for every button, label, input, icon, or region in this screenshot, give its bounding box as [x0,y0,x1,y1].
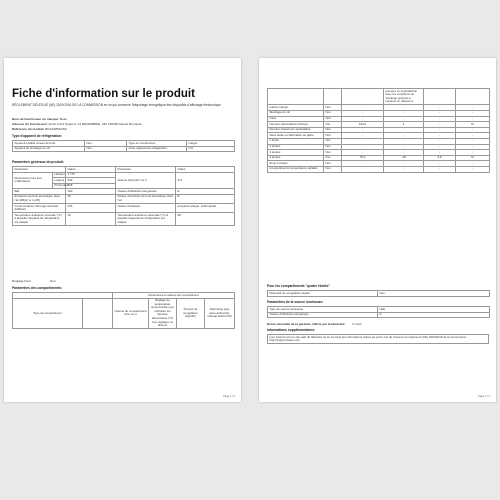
table-cell: Hauteur [54,172,65,177]
table-cell: Non [324,144,342,150]
table-cell: - [424,116,456,122]
table-cell: Classe d'émission de bruit acoustique dans l'air [116,194,176,203]
table-cell: - [424,122,456,128]
table-cell: Oui [324,122,342,128]
compartment-name: Sans étoile ou fabrication de glace [268,133,324,139]
table-cell: - [424,166,456,172]
table-header-row [13,298,235,329]
table-cell: Classe d'efficacité énergétique [268,312,378,318]
table-cell: 4 [384,122,424,128]
table-cell: - [342,138,384,144]
warranty-label: Durée minimale de la garantie offerte par le fabricant: [267,322,346,326]
warranty-value: 0 mois [352,322,362,326]
table-cell: M [456,122,490,128]
table-cell: B [176,194,235,203]
table-row [268,312,490,318]
table-cell: - [342,110,384,116]
table-cell: - [456,166,490,172]
table-cell: - [456,116,490,122]
extra-info-table [267,334,489,344]
light-section-title: Paramètres de la source lumineuse: [267,300,324,304]
warranty-line [267,322,361,326]
four-star-section-title: Pour les compartiments "quatre étoiles" [267,284,331,288]
table-cell: Non [324,133,342,139]
supplier-value: Beko [59,117,68,121]
table-row [268,166,490,172]
header-cell: Réglage de température recommandé pour optimiser les denrées alimentaires (°C) Ces réglages ne doivent [149,298,177,329]
compartment-name: Compartiment à température variable [268,166,324,172]
table-cell: Non [324,110,342,116]
compartment-name: Garde-manger [268,105,324,111]
table-cell: IEE [13,189,66,195]
address-line [12,122,141,126]
table-cell: Profondeur [54,183,69,188]
table-cell: Dispositif de congélation rapide [268,291,378,297]
table-cell: Appareil à faible niveau de bruit: [13,141,85,147]
document-page-2 [259,58,496,402]
table-cell: - [424,161,456,167]
compartment-name: Denrées hautement périssables [268,127,324,133]
table-cell: - [342,105,384,111]
table-cell: Non [324,105,342,111]
table-cell: Type de source lumineuse [268,307,378,313]
table-cell: - [342,133,384,139]
table-cell: - [456,105,490,111]
header-cell: Pouvoir de congélation (kg/24h) [177,298,205,329]
compartment-name: 4 étoiles [268,155,324,161]
supplier-line [12,117,67,121]
compartment-name: 1 étoile [268,138,324,144]
header-cell: Paramètre [116,167,176,173]
table-cell: Non [324,161,342,167]
regulation-intro: RÈGLEMENT DÉLÉGUÉ (UE) 2019/2016 DE LA COMMISSION en ce qui concerne l'étiquetage énergétique des dispositifs d'affichage électronique [12,103,221,107]
table-cell: - [424,133,456,139]
extra-section-title: Informations supplémentaires: [267,328,316,332]
table-cell: - [384,127,424,133]
table-cell: Largeur [54,177,65,182]
table-cell: Non [378,291,490,297]
table-cell: Non [324,138,342,144]
table-cell: - [342,144,384,150]
page-title: Fiche d'information sur le produit [12,88,195,100]
table-cell: 35 [66,194,116,203]
table-cell: - [456,150,490,156]
table-cell: Non [324,166,342,172]
volume-value: 271 [176,172,235,189]
general-section-title: Paramètres généraux du produit: [12,160,64,164]
table-cell: Émissions de bruit acoustique dans l'air [dB(A) re 1 pW] [13,194,66,203]
table-cell: Température ambiante maximale (°C) à laquelle l'appareil de réfrigération est adapté [116,213,176,226]
table-cell: - [384,133,424,139]
compartment-name: Stockage du vin [268,110,324,116]
table-cell: - [384,110,424,116]
compartment-name: 2 étoiles [268,144,324,150]
compartment-table [267,88,490,173]
table-cell: 540 [66,178,116,184]
volume-label: Volume total (dm³ ou l) [116,172,176,189]
dimensions-label: Dimensions hors tout (millimètres) [13,172,53,189]
table-cell: - [342,116,384,122]
page-footer: Page 2 / 2 [478,395,490,398]
table-cell: 100 [66,189,116,195]
table-cell: - [384,144,424,150]
address-value: Arctic Fund Support, 13 DECEMBRIE, 310 195390 Gaesti Romania [48,122,142,126]
type-section-title: Type d'appareil de réfrigération: [12,134,63,138]
table-cell: 193,0 [342,122,384,128]
supplier-label: Nom du fournisseur ou marque: [12,117,60,121]
table-cell: - [456,127,490,133]
table-cell: 545 [66,183,116,189]
table-cell: tempérée élargie, subtropicale [176,204,235,213]
table-cell: M [456,155,490,161]
table-cell: E [176,189,235,195]
table-cell: - [424,150,456,156]
table-cell: - [424,110,456,116]
table-cell: LED [378,307,490,313]
table-cell: - [342,166,384,172]
winter-label: Réglage hiver [12,279,32,283]
compartment-section-title: Paramètres des compartiments: [12,286,63,290]
table-cell: - [424,127,456,133]
header-cell: pas être en contradiction avec les conditions de stockage prévues à l'annexe IV, tableau 3 [384,89,424,105]
table-cell: - [384,138,424,144]
appliance-type-table [12,140,235,152]
table-cell: - [424,138,456,144]
table-cell: - [384,116,424,122]
table-cell: Oui [187,146,235,152]
header-cell: Defrosting type (auto-defrost=A, manual defrost=M) [205,298,235,329]
table-cell: Classe climatique [116,204,176,213]
table-cell: Classe d'efficacité énergétique [116,189,176,195]
table-cell: - [384,166,424,172]
document-page-1 [4,58,241,402]
table-cell: 1 775 [66,172,116,178]
table-cell: Non [324,127,342,133]
compartment-name: Denrées alimentaires fraîches [268,122,324,128]
table-cell: - [456,133,490,139]
table-cell: 38 [176,213,235,226]
table-cell: - [342,127,384,133]
compartment-name: 3 étoiles [268,150,324,156]
table-cell: Non [324,116,342,122]
table-cell: - [384,150,424,156]
table-cell: intégré [187,141,235,147]
table-cell: Température ambiante minimale (°C) à laquelle l'appareil de réfrigération est adapté [13,213,66,226]
table-cell: - [342,150,384,156]
header-cell: Valeur [176,167,235,173]
table-row [13,172,235,178]
compartment-header-table [12,292,235,329]
winter-setting-line [12,279,56,283]
table-cell: Appareil de stockage du vin: [13,146,85,152]
table-cell: - [456,161,490,167]
header-cell: Valeur [66,167,116,173]
table-cell: - [424,144,456,150]
table-cell: Autre appareil de réfrigération: [127,146,187,152]
page-footer: Page 1 / 2 [223,395,235,398]
table-cell: 78,0 [342,155,384,161]
header-cell: Volume du compartiment (dm³ ou l) [113,298,149,329]
model-line [12,127,67,131]
table-row [13,213,235,226]
table-cell: -18 [384,155,424,161]
table-cell: Non [324,150,342,156]
fast-freeze-table [267,290,490,297]
table-cell: Oui [324,155,342,161]
address-label: Adresse du fournisseur: [12,122,48,126]
table-cell: Non [85,141,127,147]
light-source-table [267,306,490,318]
header-cell: Paramètres et valeurs de compartiment [113,293,235,299]
winter-value: Non [49,279,56,283]
extra-info-text: Lien internet vers le site web du fabricant où se trouvent les informations visées au point 4 a) de l'annexe du règlement (UE) 2019/2019 de la Commission : http://support.beko.com [268,335,489,344]
table-cell: Consommation d'énergie annuelle (kWh/an) [13,204,66,213]
table-row [13,146,235,152]
table-row [13,204,235,213]
table-row [13,194,235,203]
table-cell: 3,6 [424,155,456,161]
table-cell: - [456,110,490,116]
table-cell: - [456,144,490,150]
table-cell: 225 [66,204,116,213]
table-cell: 10 [66,213,116,226]
table-cell: Type de construction: [127,141,187,147]
compartment-name: Zone 2 étoiles [268,161,324,167]
header-cell: Paramètre [13,167,66,173]
table-cell: - [424,105,456,111]
general-parameters-table [12,166,235,226]
model-value: BCSA285K4SN [45,127,67,131]
table-cell: - [456,138,490,144]
compartment-name: Cave [268,116,324,122]
table-row [268,291,490,297]
table-cell: - [342,161,384,167]
table-header-row [268,89,490,105]
table-row [268,335,489,344]
table-cell: - [384,105,424,111]
model-label: Référence du modèle: [12,127,45,131]
table-cell: Non [85,146,127,152]
table-cell: G [378,312,490,318]
table-cell: - [384,161,424,167]
header-cell: Type de compartiment [13,298,83,329]
